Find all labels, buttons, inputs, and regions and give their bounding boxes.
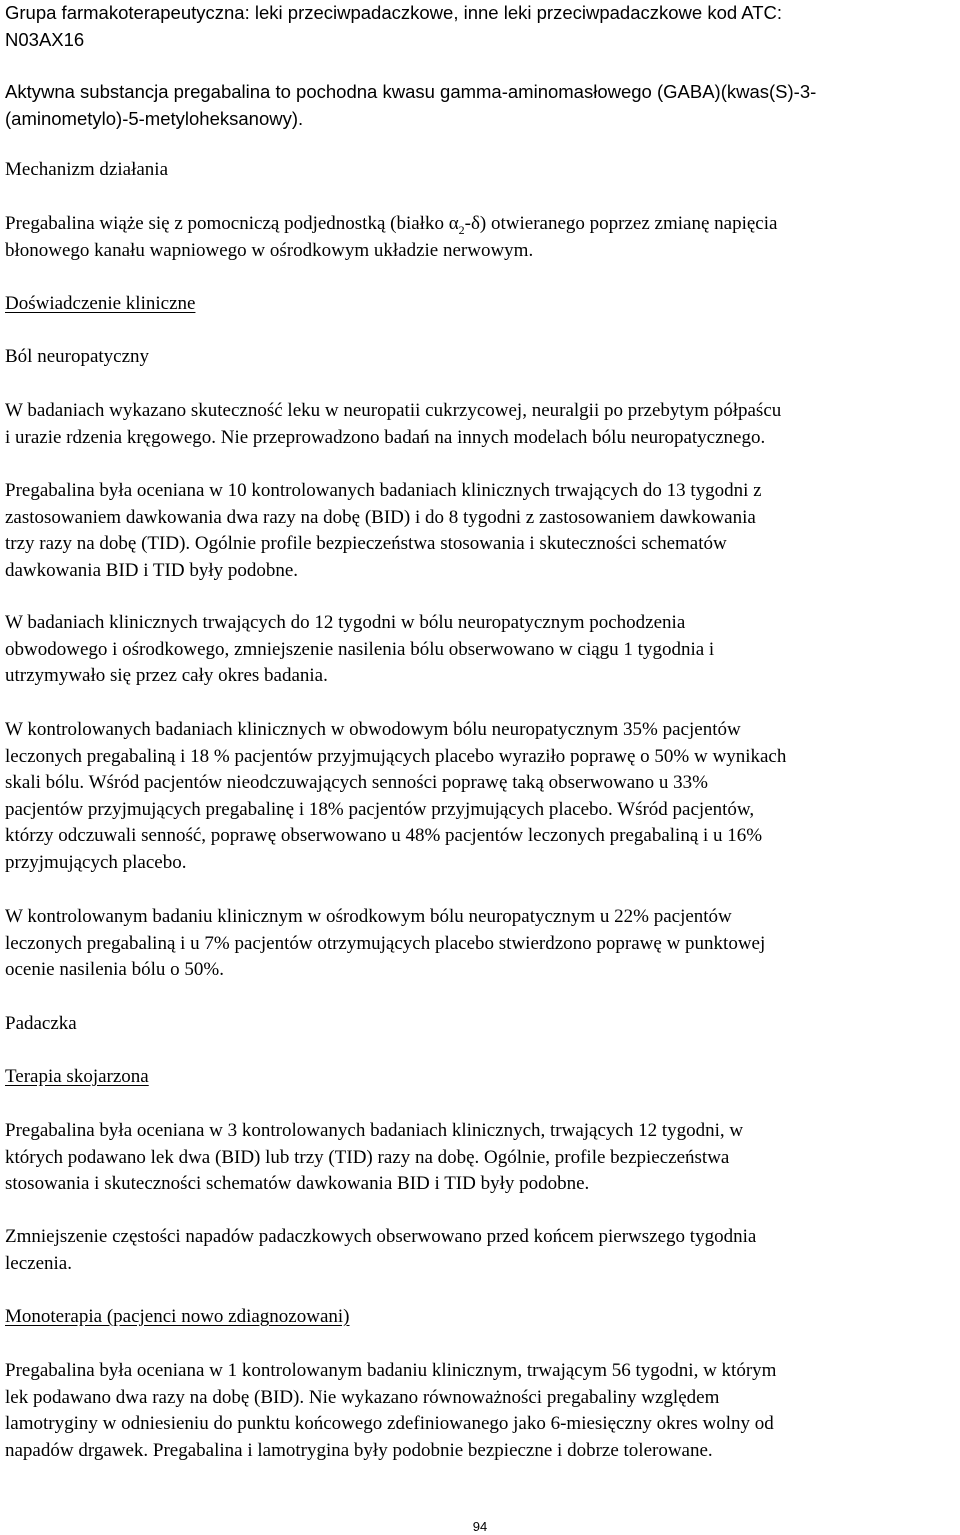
text-line: W kontrolowanym badaniu klinicznym w ośrodkowym bólu neuropatycznym u 22% pacjentów [5,906,732,927]
text-line: leczonych pregabaliną i u 7% pacjentów otrzymujących placebo stwierdzono poprawę w punktowej [5,932,766,954]
text-line: W badaniach klinicznych trwających do 12 tygodni w bólu neuropatycznym pochodzenia [5,612,686,633]
heading-epilepsy [5,1011,957,1038]
text-line: którzy odczuwali senność, poprawę obserwowano u 48% pacjentów leczonych pregabaliną i u 16% [5,825,763,846]
text-line: leczonych pregabaliną i 18 % pacjentów przyjmujących placebo wyraziło poprawę o 50% w wynikach [5,745,787,767]
text-line: napadów drgawek. Pregabalina i lamotrygina były podobnie bezpieczne i dobrze tolerowane. [5,1439,713,1461]
text-line: lamotryginy w odniesieniu do punktu końcowego zdefiniowanego jako 6-miesięczny okres wolny od [5,1413,774,1434]
text-line: dawkowania BID i TID były podobne. [5,559,299,581]
text-line: Zmniejszenie częstości napadów padaczkowych obserwowano przed końcem pierwszego tygodnia [5,1226,757,1247]
text-line: leczenia. [5,1252,72,1274]
efficacy-paragraph [5,398,957,451]
controlled-trials-paragraph [5,478,957,584]
text-line: błonowego kanału wapniowego w ośrodkowym układzie nerwowym. [5,239,534,261]
heading-text: Padaczka [5,1013,77,1034]
text-line: przyjmujących placebo. [5,851,187,873]
text-line: utrzymywało się przez cały okres badania. [5,665,328,686]
text-line: W badaniach wykazano skuteczność leku w neuropatii cukrzycowej, neuralgii po przebytym półpaścu [5,400,782,421]
text-line: pacjentów przyjmujących pregabalinę i 18% pacjentów przyjmujących placebo. Wśród pacjentów, [5,798,755,820]
combination-therapy-paragraph [5,1118,957,1198]
central-pain-paragraph [5,904,957,984]
text-line: trzy razy na dobę (TID). Ogólnie profile bezpieczeństwa stosowania i skuteczności schematów [5,533,727,554]
text-line: Grupa farmakoterapeutyczna: leki przeciwpadaczkowe, inne leki przeciwpadaczkowe kod ATC: [5,2,783,23]
text-line: skali bólu. Wśród pacjentów nieodczuwających senności poprawę taką obserwowano u 33% [5,772,708,793]
heading-mechanism [5,157,957,184]
peripheral-pain-paragraph [5,717,957,876]
text-line: ocenie nasilenia bólu o 50%. [5,959,224,980]
text-line: lek podawano dwa razy na dobę (BID). Nie wykazano równoważności pregabaliny względem [5,1386,720,1408]
twelve-week-trials-paragraph [5,610,957,690]
text-line: stosowania i skuteczności schematów dawkowania BID i TID były podobne. [5,1173,590,1194]
text-line: W kontrolowanych badaniach klinicznych w obwodowym bólu neuropatycznym 35% pacjentów [5,719,741,740]
text-line: zastosowaniem dawkowania dwa razy na dobę (BID) i do 8 tygodni z zastosowaniem dawkowania [5,506,756,528]
heading-text: Doświadczenie kliniczne [5,293,196,314]
text-line: Pregabalina była oceniana w 1 kontrolowanym badaniu klinicznym, trwającym 56 tygodni, w którym [5,1360,777,1381]
monotherapy-paragraph [5,1358,957,1464]
seizure-reduction-paragraph [5,1224,957,1277]
text-line: Pregabalina była oceniana w 3 kontrolowanych badaniach klinicznych, trwających 12 tygodni, w [5,1120,744,1141]
text-line: Aktywna substancja pregabalina to pochodna kwasu gamma-aminomasłowego (GABA)(kwas(S)-3- [5,81,817,102]
active-substance-paragraph [5,79,957,132]
heading-text: Mechanizm działania [5,159,169,180]
heading-monotherapy [5,1304,957,1331]
heading-text: Monoterapia (pacjenci nowo zdiagnozowani) [5,1306,350,1327]
heading-text: Ból neuropatyczny [5,346,150,367]
heading-combination-therapy [5,1064,957,1091]
mechanism-paragraph [5,211,957,264]
text-line: (aminometylo)-5-metyloheksanowy). [5,107,304,129]
text-line: N03AX16 [5,28,85,50]
heading-text: Terapia skojarzona [5,1066,149,1087]
heading-neuropathic-pain [5,344,957,371]
text-line: Pregabalina wiąże się z pomocniczą podjednostką (białko $\alpha_2-\delta$) otwieranego poprzez zmianę napięcia [5,213,778,237]
page-number: 94 [472,1519,488,1534]
pharmacotherapeutic-group [5,0,957,53]
text-line: i urazie rdzenia kręgowego. Nie przeprowadzono badań na innych modelach bólu neuropatycznego. [5,426,766,448]
heading-clinical-experience [5,291,957,318]
text-line: obwodowego i ośrodkowego, zmniejszenie nasilenia bólu obserwowano w ciągu 1 tygodnia i [5,638,715,660]
text-line: Pregabalina była oceniana w 10 kontrolowanych badaniach klinicznych trwających do 13 tygodni z [5,480,762,501]
text-line: których podawano lek dwa (BID) lub trzy (TID) razy na dobę. Ogólnie, profile bezpieczeństwa [5,1146,730,1168]
